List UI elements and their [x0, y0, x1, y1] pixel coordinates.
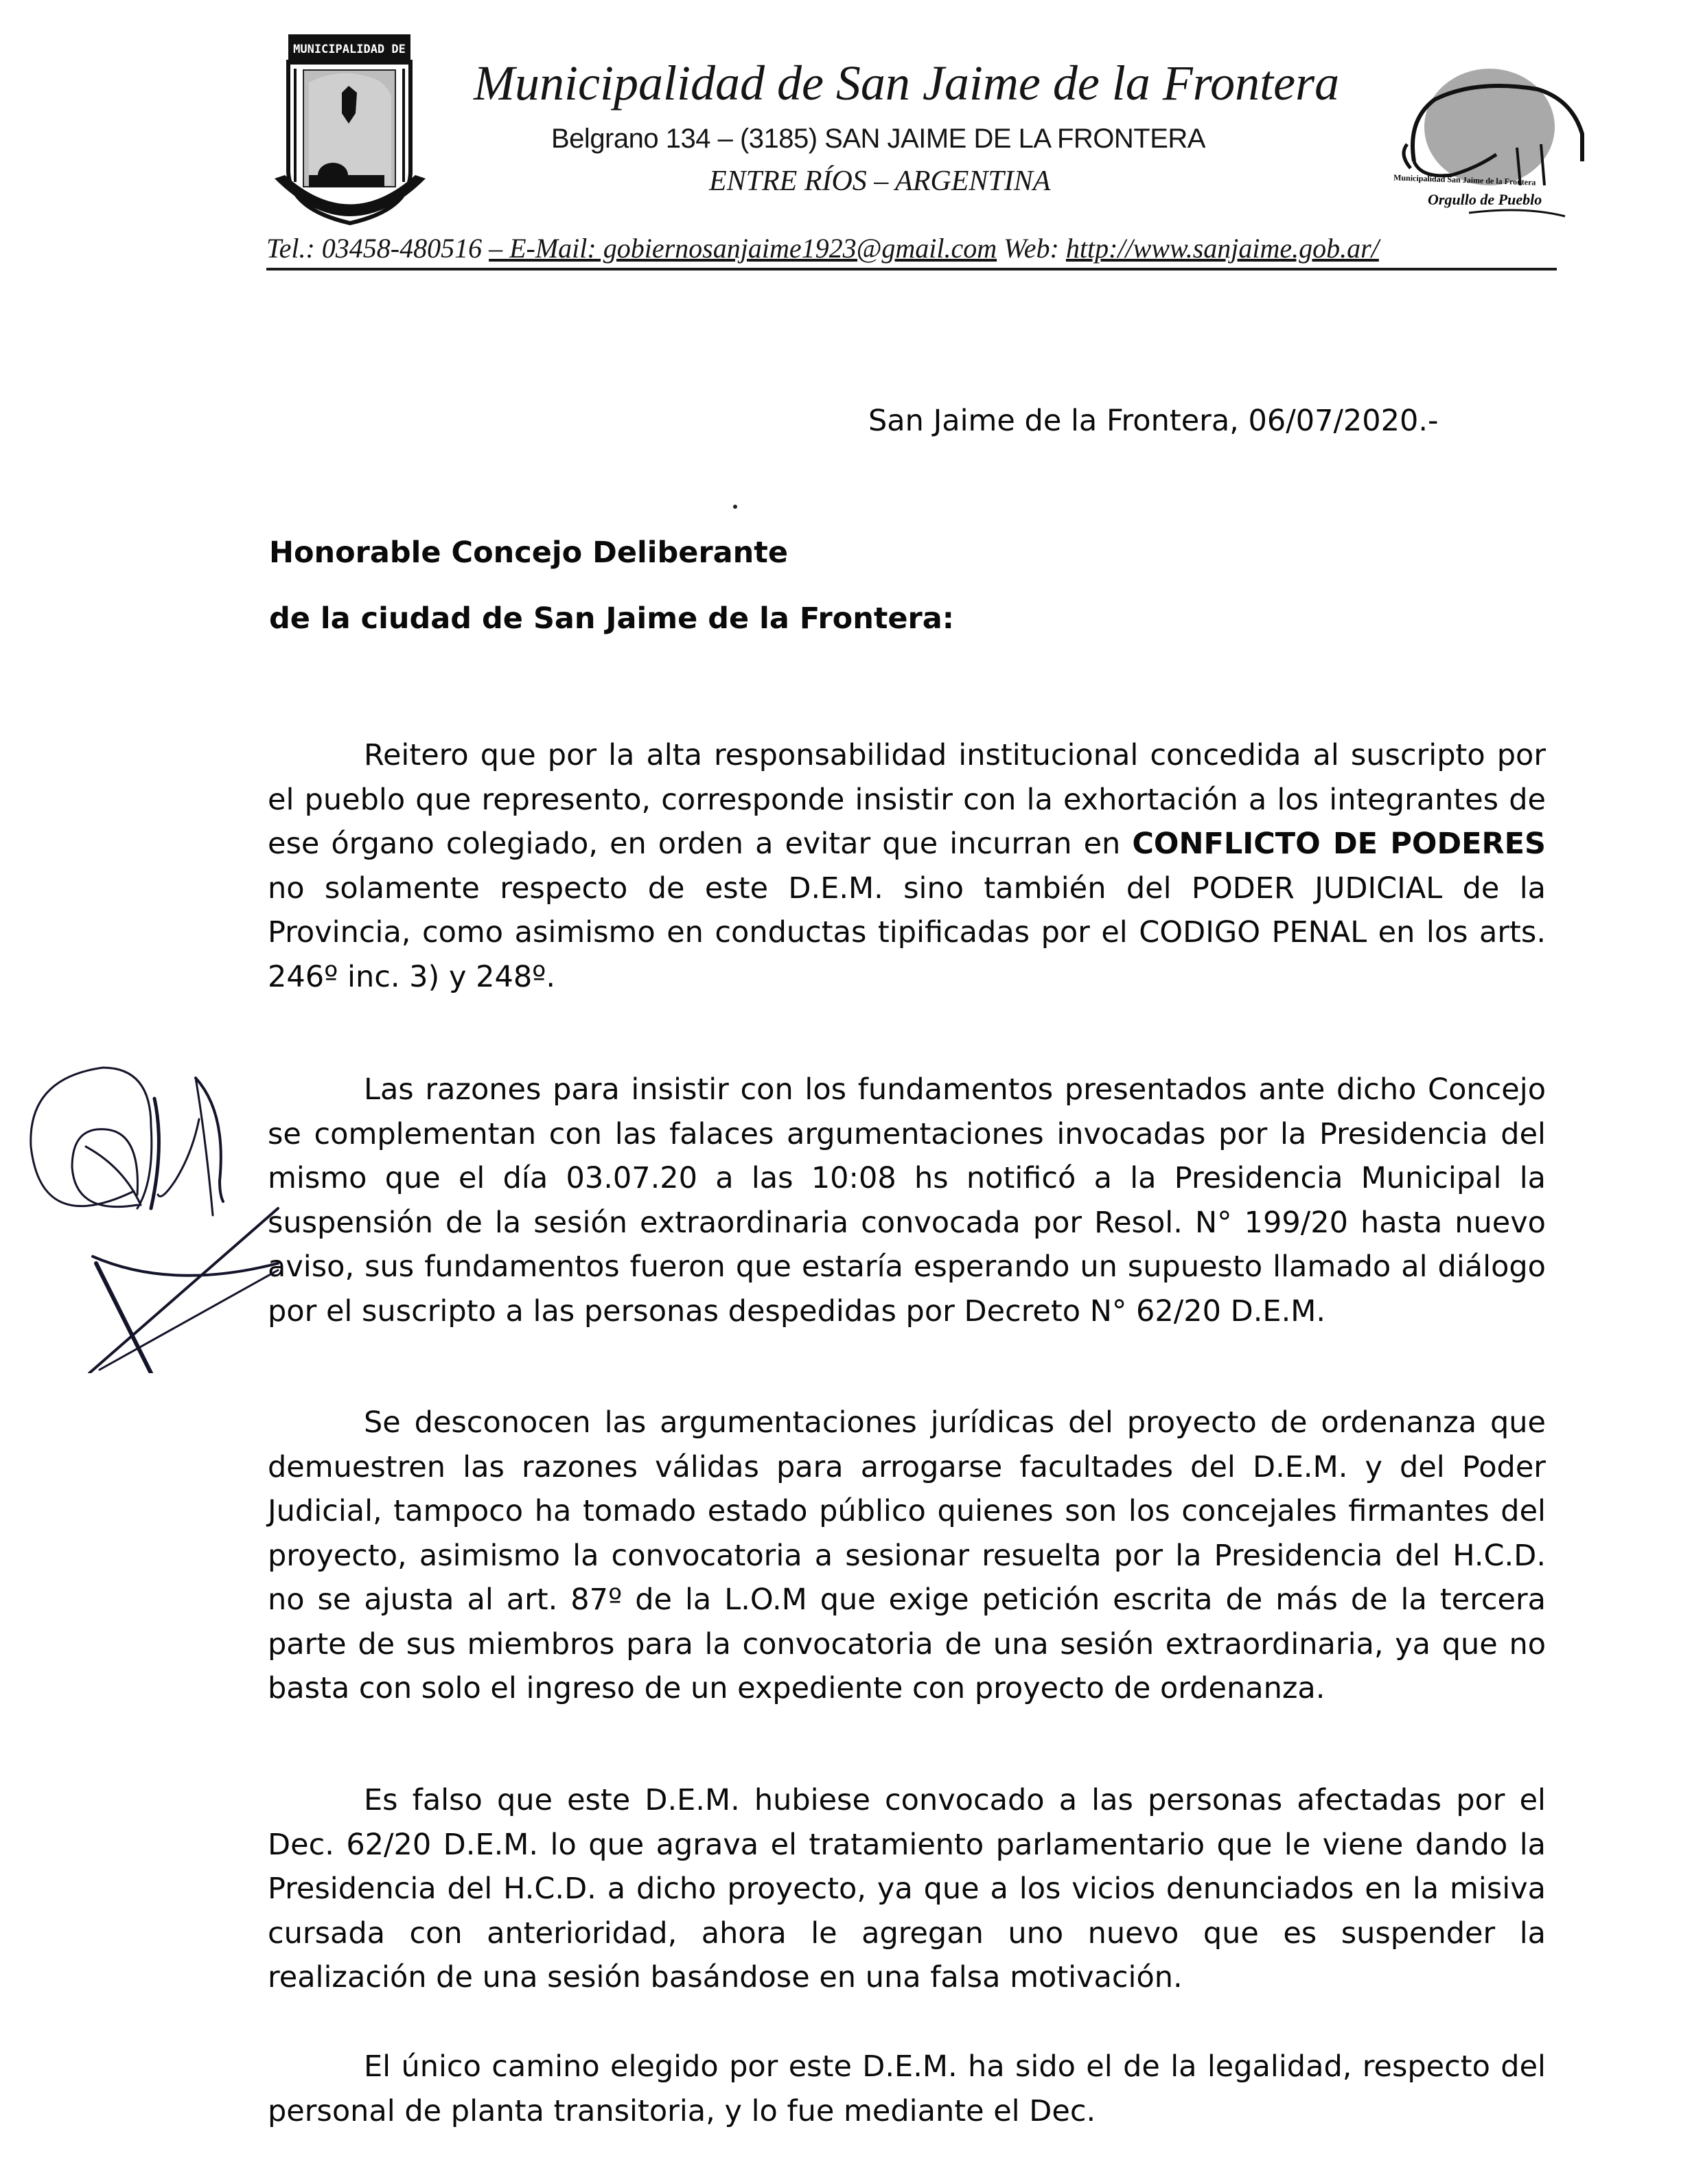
- letterhead-divider: [266, 268, 1557, 271]
- paragraph-1-text-end: no solamente respecto de este D.E.M. sino también del PODER JUDICIAL de la Provincia, como asimismo en conductas tipificadas por el CODIGO PENAL en los arts. 246º inc. 3) y 248º.: [268, 871, 1546, 994]
- stray-dot-mark: [733, 505, 737, 509]
- paragraph-1-emphasis: CONFLICTO DE PODERES: [1132, 827, 1546, 861]
- contact-web-link[interactable]: http://www.sanjaime.gob.ar/: [1065, 233, 1379, 264]
- emblem-caption: Municipalidad San Jaime de la Frontera: [1393, 172, 1536, 187]
- contact-email-link[interactable]: – E-Mail: gobiernosanjaime1923@gmail.com: [489, 233, 997, 264]
- recipient-line-1: Honorable Concejo Deliberante: [269, 536, 789, 570]
- letterhead-region: ENTRE RÍOS – ARGENTINA: [709, 165, 1051, 197]
- body-paragraph-2: Las razones para insistir con los fundamentos presentados ante dicho Concejo se complementan con las falaces argumentaciones invocadas por la Presidencia del mismo que el día 03.07.20 a las 10:08 hs notificó a la Presidencia Municipal la suspensión de la sesión extraordinaria convocada por Resol. N° 199/20 hasta nuevo aviso, sus fundamentos fueron que estaría esperando un supuesto llamado al diálogo por el suscripto a las personas despedidas por Decreto N° 62/20 D.E.M.: [268, 1072, 1546, 1329]
- handwritten-signature-icon: [21, 1057, 281, 1373]
- contact-web-label: Web:: [997, 233, 1066, 264]
- municipal-crest-logo: [268, 34, 432, 233]
- body-paragraph-3: Se desconocen las argumentaciones jurídicas del proyecto de ordenanza que demuestren las razones válidas para arrogarse facultades del D.E.M. y del Poder Judicial, tampoco ha tomado estado público quienes son los concejales firmantes del proyecto, asimismo la convocatoria a sesionar resuelta por la Presidencia del H.C.D. no se ajusta al art. 87º de la L.O.M que exige petición escrita de más de la tercera parte de sus miembros para la convocatoria de una sesión extraordinaria, ya que no basta con solo el ingreso de un expediente con proyecto de ordenanza.: [268, 1405, 1546, 1705]
- recipient-line-2: de la ciudad de San Jaime de la Frontera:: [269, 601, 954, 636]
- letterhead-title: Municipalidad de San Jaime de la Frontera: [474, 56, 1340, 111]
- crest-banner-text: MUNICIPALIDAD DE: [288, 34, 410, 65]
- letter-date: San Jaime de la Frontera, 06/07/2020.-: [868, 404, 1439, 438]
- contact-phone: Tel.: 03458-480516: [266, 233, 489, 264]
- letterhead-address: Belgrano 134 – (3185) SAN JAIME DE LA FRONTERA: [551, 124, 1205, 154]
- body-paragraph-4: Es falso que este D.E.M. hubiese convocado a las personas afectadas por el Dec. 62/20 D.E.M. lo que agrava el tratamiento parlamentario que le viene dando la Presidencia del H.C.D. a dicho proyecto, ya que a los vicios denunciados en la misiva cursada con anterioridad, ahora le agregan uno nuevo que es suspender la realización de una sesión basándose en una falsa motivación.: [268, 1783, 1546, 1995]
- body-paragraph-5: El único camino elegido por este D.E.M. ha sido el de la legalidad, respecto del personal de planta transitoria, y lo fue mediante el Dec.: [268, 2049, 1546, 2128]
- letterhead-contact: [266, 232, 1379, 264]
- paragraph-1-text-start: Reitero que por la alta responsabilidad institucional concedida al suscripto por el pueblo que represento, corresponde insistir con la exhortación a los integrantes de ese órgano colegiado, en orden a evitar que incurran en: [268, 738, 1546, 861]
- emblem-motto: Orgullo de Pueblo: [1428, 191, 1542, 208]
- body-paragraph-1: [268, 733, 1546, 999]
